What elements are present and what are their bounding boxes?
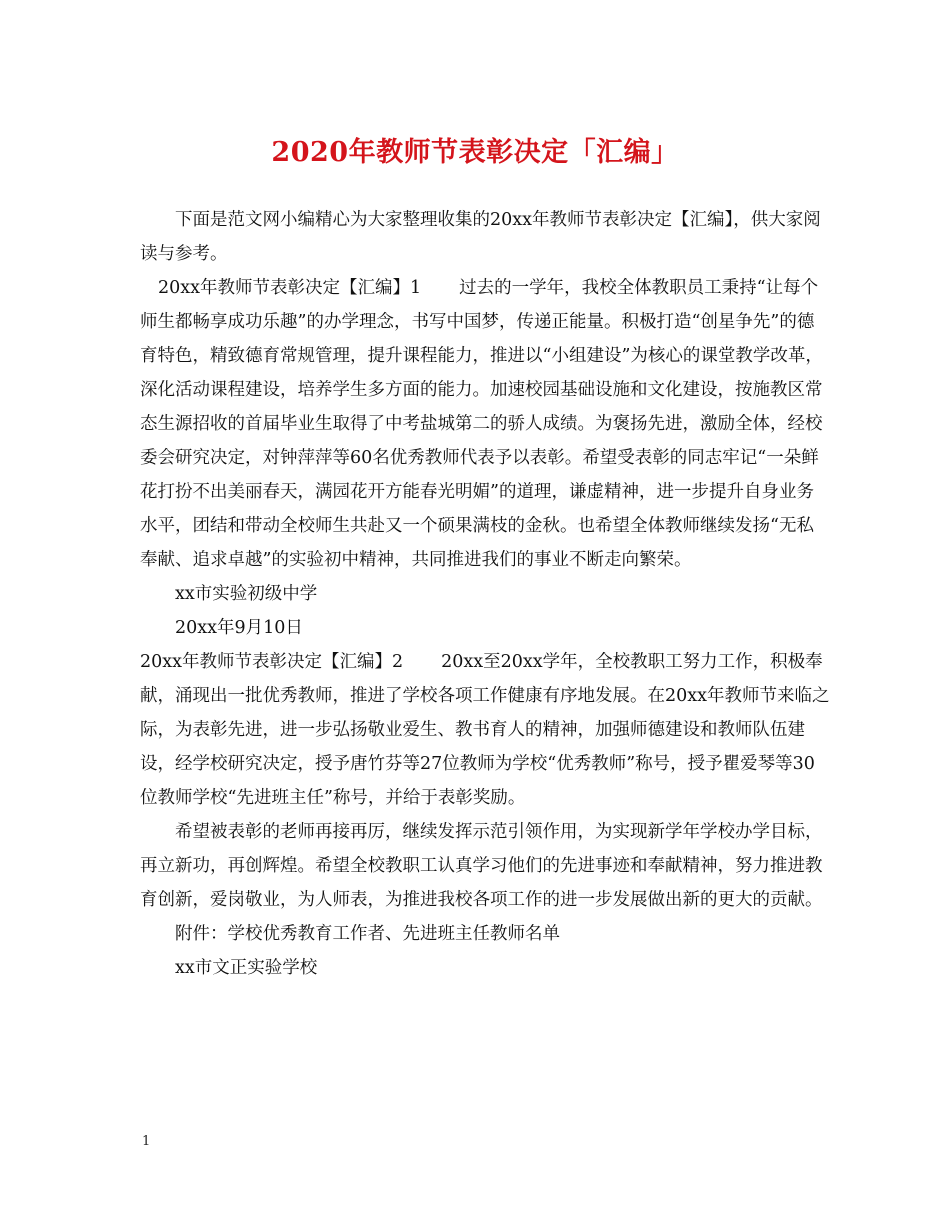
section-2-body: 20xx至20xx学年，全校教职工努力工作，积极奉献，涌现出一批优秀教师，推进了学校各项工作健康有序地发展。在20xx年教师节来临之际，为表彰先进，进一步弘扬敬业爱生、教书育人的精神，加强师德建设和教师队伍建设，经学校研究决定，授予唐竹芬等27位教师为学校“优秀教师”称号，授予瞿爱琴等30位教师学校“先进班主任”称号，并给于表彰奖励。 (140, 652, 830, 808)
section-1-body: 过去的一学年，我校全体教职员工秉持“让每个师生都畅享成功乐趣”的办学理念，书写中国梦，传递正能量。积极打造“创星争先”的德育特色，精致德育常规管理，提升课程能力，推进以“小组建设”为核心的课堂教学改革，深化活动课程建设，培养学生多方面的能力。加速校园基础设施和文化建设，按施教区常态生源招收的首届毕业生取得了中考盐城第二的骄人成绩。为褒扬先进，激励全体，经校委会研究决定，对钟萍萍等60名优秀教师代表予以表彰。希望受表彰的同志牢记“一朵鲜花打扮不出美丽春天，满园花开方能春光明媚”的道理，谦虚精神，进一步提升自身业务水平，团结和带动全校师生共赴又一个硕果满枝的金秋。也希望全体教师继续发扬“无私奉献、追求卓越”的实验初中精神，共同推进我们的事业不断走向繁荣。 (140, 278, 823, 570)
document-title: 2020年教师节表彰决定「汇编」 (271, 137, 679, 168)
section-1-paragraph (140, 271, 830, 577)
section-1-signature: xx市实验初级中学 (175, 584, 318, 604)
document-body (140, 203, 830, 985)
intro-paragraph: 下面是范文网小编精心为大家整理收集的20xx年教师节表彰决定【汇编】，供大家阅读与参考。 (140, 210, 821, 264)
section-2-paragraph-2: 希望被表彰的老师再接再厉，继续发挥示范引领作用，为实现新学年学校办学目标，再立新功，再创辉煌。希望全校教职工认真学习他们的先进事迹和奉献精神，努力推进教育创新，爱岗敬业，为人师表，为推进我校各项工作的进一步发展做出新的更大的贡献。 (140, 822, 823, 910)
section-2-signature: xx市文正实验学校 (175, 958, 318, 978)
section-1-heading: 20xx年教师节表彰决定【汇编】1 (158, 278, 422, 298)
attachment-line: 附件：学校优秀教育工作者、先进班主任教师名单 (175, 924, 560, 944)
section-2-paragraph (140, 645, 830, 815)
section-2-heading: 20xx年教师节表彰决定【汇编】2 (140, 652, 404, 672)
page-number: 1 (142, 1134, 151, 1149)
section-1-date: 20xx年9月10日 (175, 618, 303, 638)
